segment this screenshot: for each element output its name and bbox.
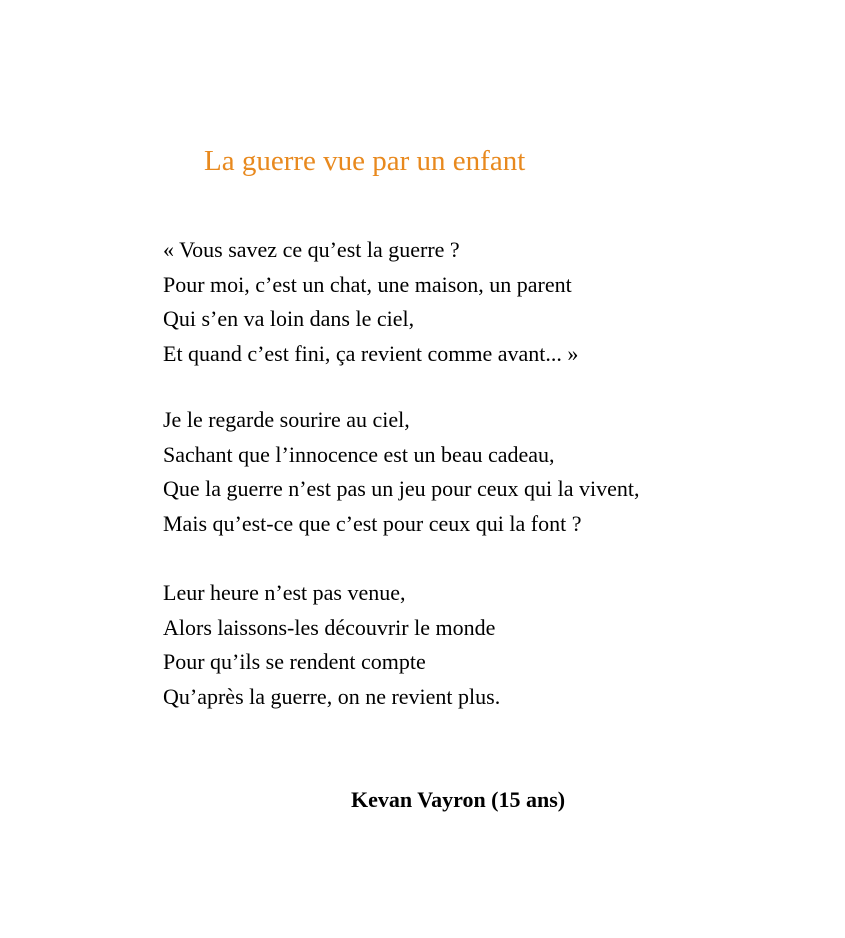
poem-line: Sachant que l’innocence est un beau cadeau,	[163, 441, 555, 467]
poem-line: Que la guerre n’est pas un jeu pour ceux qui la vivent,	[163, 476, 640, 501]
poem-line: Mais qu’est-ce que c’est pour ceux qui la font ?	[163, 510, 582, 536]
poem-line: Pour moi, c’est un chat, une maison, un parent	[163, 271, 572, 297]
poem-line: Qui s’en va loin dans le ciel,	[163, 306, 415, 331]
poem-line: Je le regarde sourire au ciel,	[163, 407, 410, 432]
stanza-2	[163, 403, 640, 541]
poem-line: Et quand c’est fini, ça revient comme avant... »	[163, 340, 579, 366]
poem-line: Pour qu’ils se rendent compte	[163, 649, 426, 674]
poem-title: La guerre vue par un enfant	[204, 145, 526, 177]
poem-line: Qu’après la guerre, on ne revient plus.	[163, 683, 501, 709]
poem-line: Leur heure n’est pas venue,	[163, 580, 406, 605]
stanza-1	[163, 233, 578, 371]
poem-line: « Vous savez ce qu’est la guerre ?	[163, 237, 460, 262]
poem-line: Alors laissons-les découvrir le monde	[163, 614, 496, 640]
stanza-3	[163, 576, 500, 714]
author-signature: Kevan Vayron (15 ans)	[351, 787, 566, 812]
